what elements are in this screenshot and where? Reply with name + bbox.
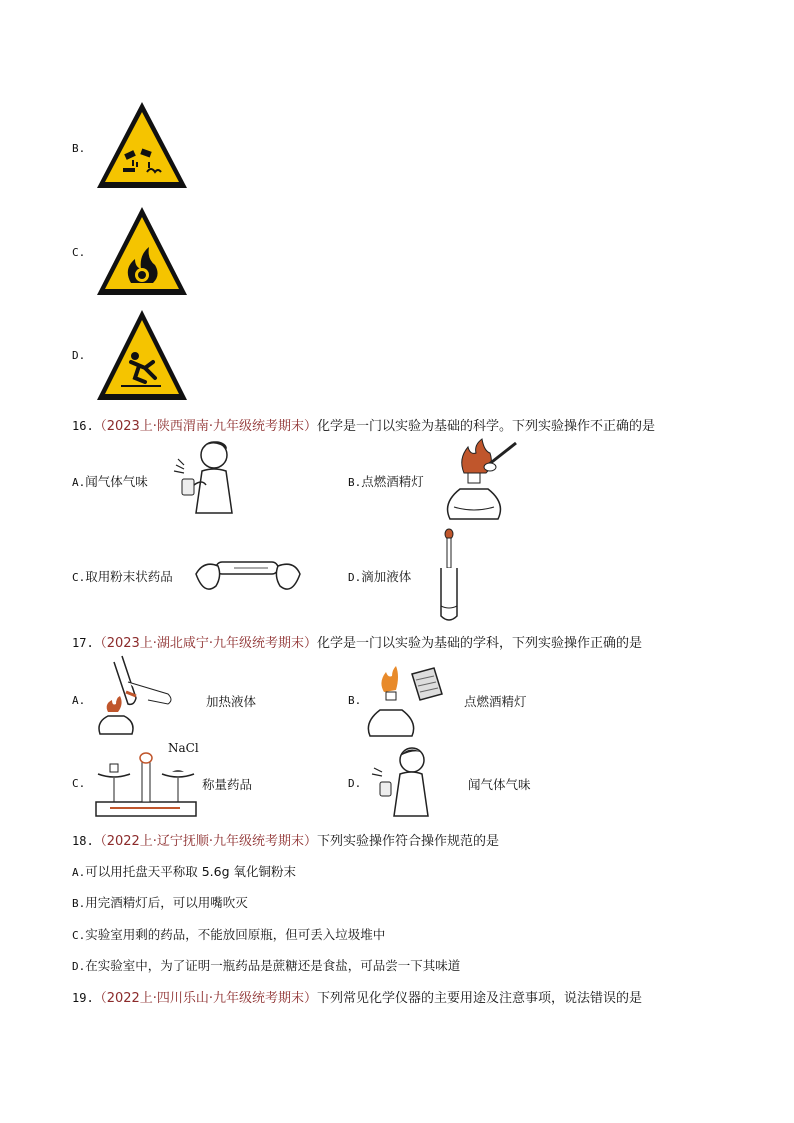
powder-test-tube-illustration bbox=[194, 548, 302, 598]
question-source: （2022上·辽宁抚顺·九年级统考期末） bbox=[93, 834, 318, 849]
q17-option-d[interactable]: D. bbox=[348, 777, 362, 790]
q17-option-b[interactable]: B. bbox=[348, 694, 362, 707]
question-number: 19. bbox=[72, 991, 94, 1005]
q16-option-d[interactable]: D.滴加液体 bbox=[348, 569, 412, 584]
balance-scale-illustration bbox=[92, 744, 202, 820]
q18-option-a[interactable]: A.可以用托盘天平称取 5.6g 氧化铜粉末 bbox=[72, 864, 297, 879]
question-17-stem: 17.（2023上·湖北咸宁·九年级统考期末）化学是一门以实验为基础的学科，下列实验操作正确的是 bbox=[72, 636, 643, 651]
question-19-stem: 19.（2022上·四川乐山·九年级统考期末）下列常见化学仪器的主要用途及注意事项，说法错误的是 bbox=[72, 991, 643, 1006]
q17-option-c[interactable]: C. bbox=[72, 777, 86, 790]
ignite-alcohol-lamp-illustration bbox=[436, 437, 522, 523]
q17-option-b-text: 点燃酒精灯 bbox=[464, 694, 527, 709]
q16-option-a[interactable]: A.闻气体气味 bbox=[72, 474, 148, 489]
q17-option-c-text: 称量药品 bbox=[202, 777, 253, 792]
question-source: （2022上·四川乐山·九年级统考期末） bbox=[93, 991, 318, 1006]
question-number: 18. bbox=[72, 834, 94, 848]
lamp-ignite-illustration bbox=[366, 660, 446, 738]
heat-liquid-illustration bbox=[92, 652, 178, 736]
corrosive-hazard-icon bbox=[95, 100, 189, 190]
question-source: （2023上·湖北咸宁·九年级统考期末） bbox=[93, 636, 318, 651]
question-number: 17. bbox=[72, 636, 94, 650]
option-b-label: B. bbox=[72, 142, 86, 155]
option-c-label: C. bbox=[72, 246, 86, 259]
q18-option-b[interactable]: B.用完酒精灯后，可以用嘴吹灭 bbox=[72, 895, 248, 910]
question-number: 16. bbox=[72, 419, 94, 433]
question-source: （2023上·陕西渭南·九年级统考期末） bbox=[93, 419, 318, 434]
question-16-stem: 16.（2023上·陕西渭南·九年级统考期末）化学是一门以实验为基础的科学。下列实验操作不正确的是 bbox=[72, 419, 656, 434]
nacl-label: NaCl bbox=[168, 741, 199, 755]
smell-gas-illustration bbox=[168, 437, 246, 521]
q16-option-b[interactable]: B.点燃酒精灯 bbox=[348, 474, 424, 489]
question-18-stem: 18.（2022上·辽宁抚顺·九年级统考期末）下列实验操作符合操作规范的是 bbox=[72, 834, 500, 849]
dropper-test-tube-illustration bbox=[436, 528, 466, 622]
q17-option-a-text: 加热液体 bbox=[206, 694, 257, 709]
smell-gas-boy-illustration bbox=[368, 744, 440, 820]
q16-option-c[interactable]: C.取用粉末状药品 bbox=[72, 569, 173, 584]
option-d-label: D. bbox=[72, 349, 86, 362]
q18-option-c[interactable]: C.实验室用剩的药品，不能放回原瓶，但可丢入垃圾堆中 bbox=[72, 927, 386, 942]
flammable-hazard-icon bbox=[95, 205, 189, 297]
q17-option-a[interactable]: A. bbox=[72, 694, 86, 707]
q18-option-d[interactable]: D.在实验室中，为了证明一瓶药品是蔗糖还是食盐，可品尝一下其味道 bbox=[72, 958, 461, 973]
q17-option-d-text: 闻气体气味 bbox=[468, 777, 531, 792]
slippery-floor-hazard-icon bbox=[95, 308, 189, 402]
